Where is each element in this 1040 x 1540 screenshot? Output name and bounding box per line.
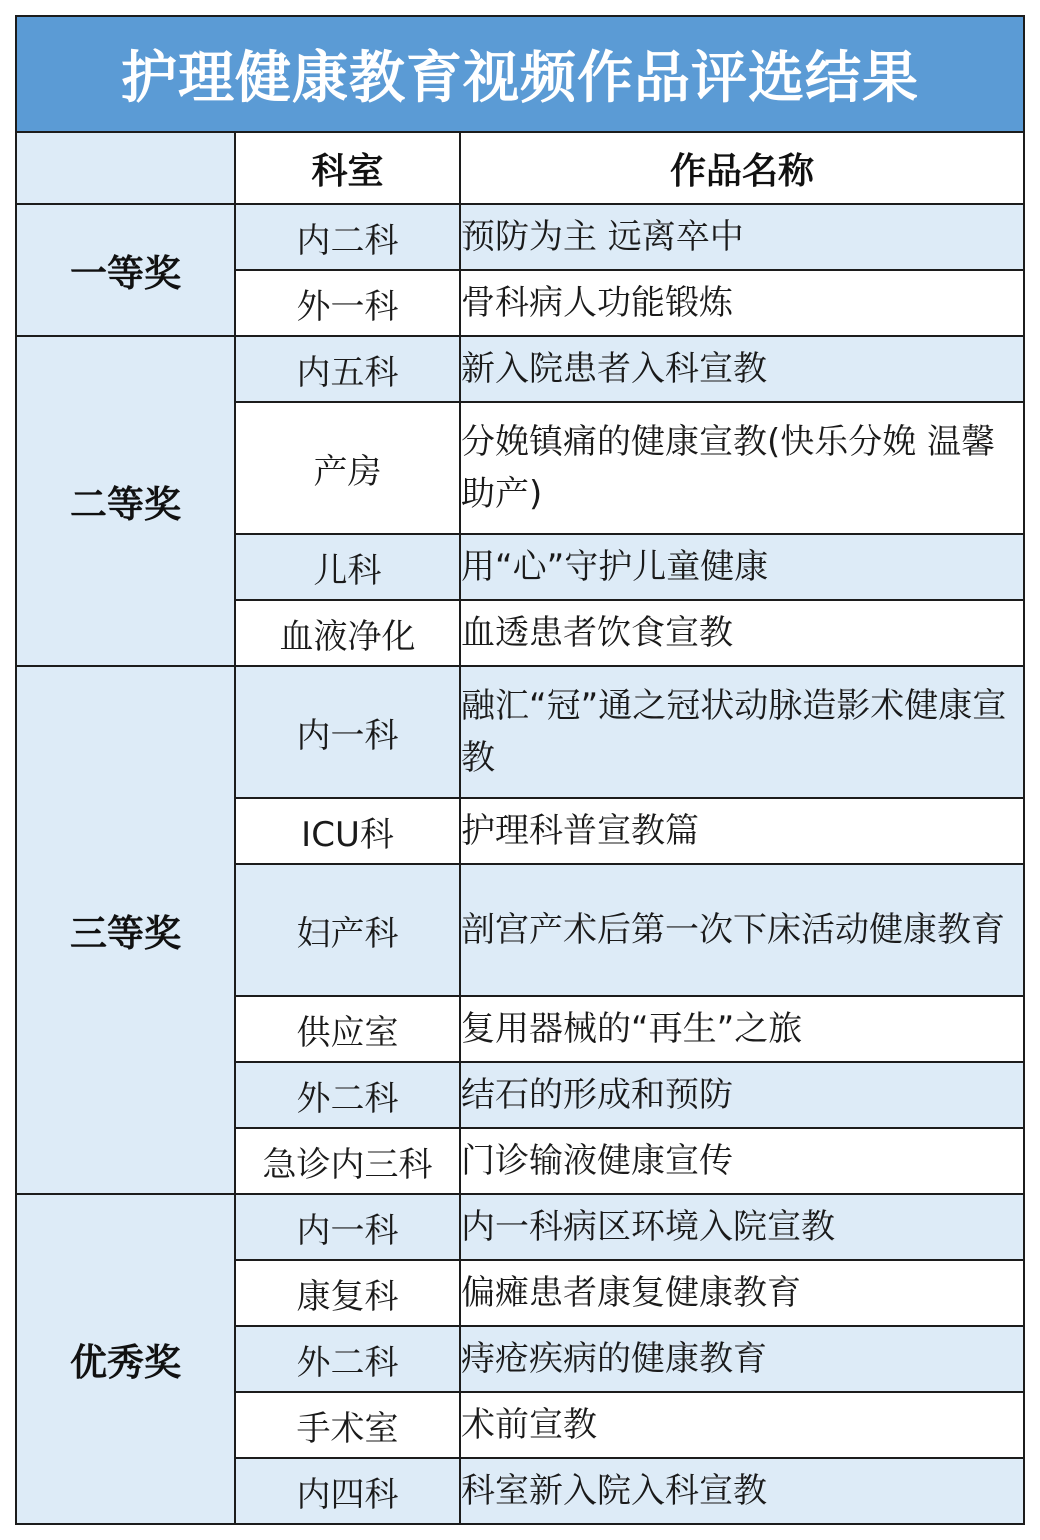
work-cell: 分娩镇痛的健康宣教(快乐分娩 温馨助产) [460,402,1024,534]
work-cell: 融汇“冠”通之冠状动脉造影术健康宣教 [460,666,1024,798]
table-row [16,336,1024,402]
department-cell: 康复科 [235,1260,460,1326]
department-cell: 手术室 [235,1392,460,1458]
work-cell: 内一科病区环境入院宣教 [460,1194,1024,1260]
department-cell: 产房 [235,402,460,534]
prize-excellence: 优秀奖 [16,1194,235,1524]
table-row [16,1194,1024,1260]
work-cell: 用“心”守护儿童健康 [460,534,1024,600]
title-row [16,16,1024,132]
department-cell: 外二科 [235,1326,460,1392]
table-row [16,666,1024,798]
department-cell: 内二科 [235,204,460,270]
header-row [16,132,1024,204]
department-cell: 内一科 [235,1194,460,1260]
department-cell: 内一科 [235,666,460,798]
department-cell: 外一科 [235,270,460,336]
department-cell: 儿科 [235,534,460,600]
header-prize [16,132,235,204]
results-table [15,15,1025,1525]
table-title: 护理健康教育视频作品评选结果 [16,16,1024,132]
header-department: 科室 [235,132,460,204]
department-cell: ICU科 [235,798,460,864]
department-cell: 内五科 [235,336,460,402]
work-cell: 剖宫产术后第一次下床活动健康教育 [460,864,1024,996]
prize-third: 三等奖 [16,666,235,1194]
prize-first: 一等奖 [16,204,235,336]
work-cell: 术前宣教 [460,1392,1024,1458]
work-cell: 痔疮疾病的健康教育 [460,1326,1024,1392]
prize-second: 二等奖 [16,336,235,666]
work-cell: 预防为主 远离卒中 [460,204,1024,270]
department-cell: 内四科 [235,1458,460,1524]
work-cell: 血透患者饮食宣教 [460,600,1024,666]
work-cell: 结石的形成和预防 [460,1062,1024,1128]
work-cell: 复用器械的“再生”之旅 [460,996,1024,1062]
department-cell: 供应室 [235,996,460,1062]
work-cell: 科室新入院入科宣教 [460,1458,1024,1524]
work-cell: 门诊输液健康宣传 [460,1128,1024,1194]
work-cell: 护理科普宣教篇 [460,798,1024,864]
department-cell: 血液净化 [235,600,460,666]
work-cell: 偏瘫患者康复健康教育 [460,1260,1024,1326]
work-cell: 骨科病人功能锻炼 [460,270,1024,336]
work-cell: 新入院患者入科宣教 [460,336,1024,402]
department-cell: 妇产科 [235,864,460,996]
department-cell: 外二科 [235,1062,460,1128]
header-work: 作品名称 [460,132,1024,204]
department-cell: 急诊内三科 [235,1128,460,1194]
table-row [16,204,1024,270]
